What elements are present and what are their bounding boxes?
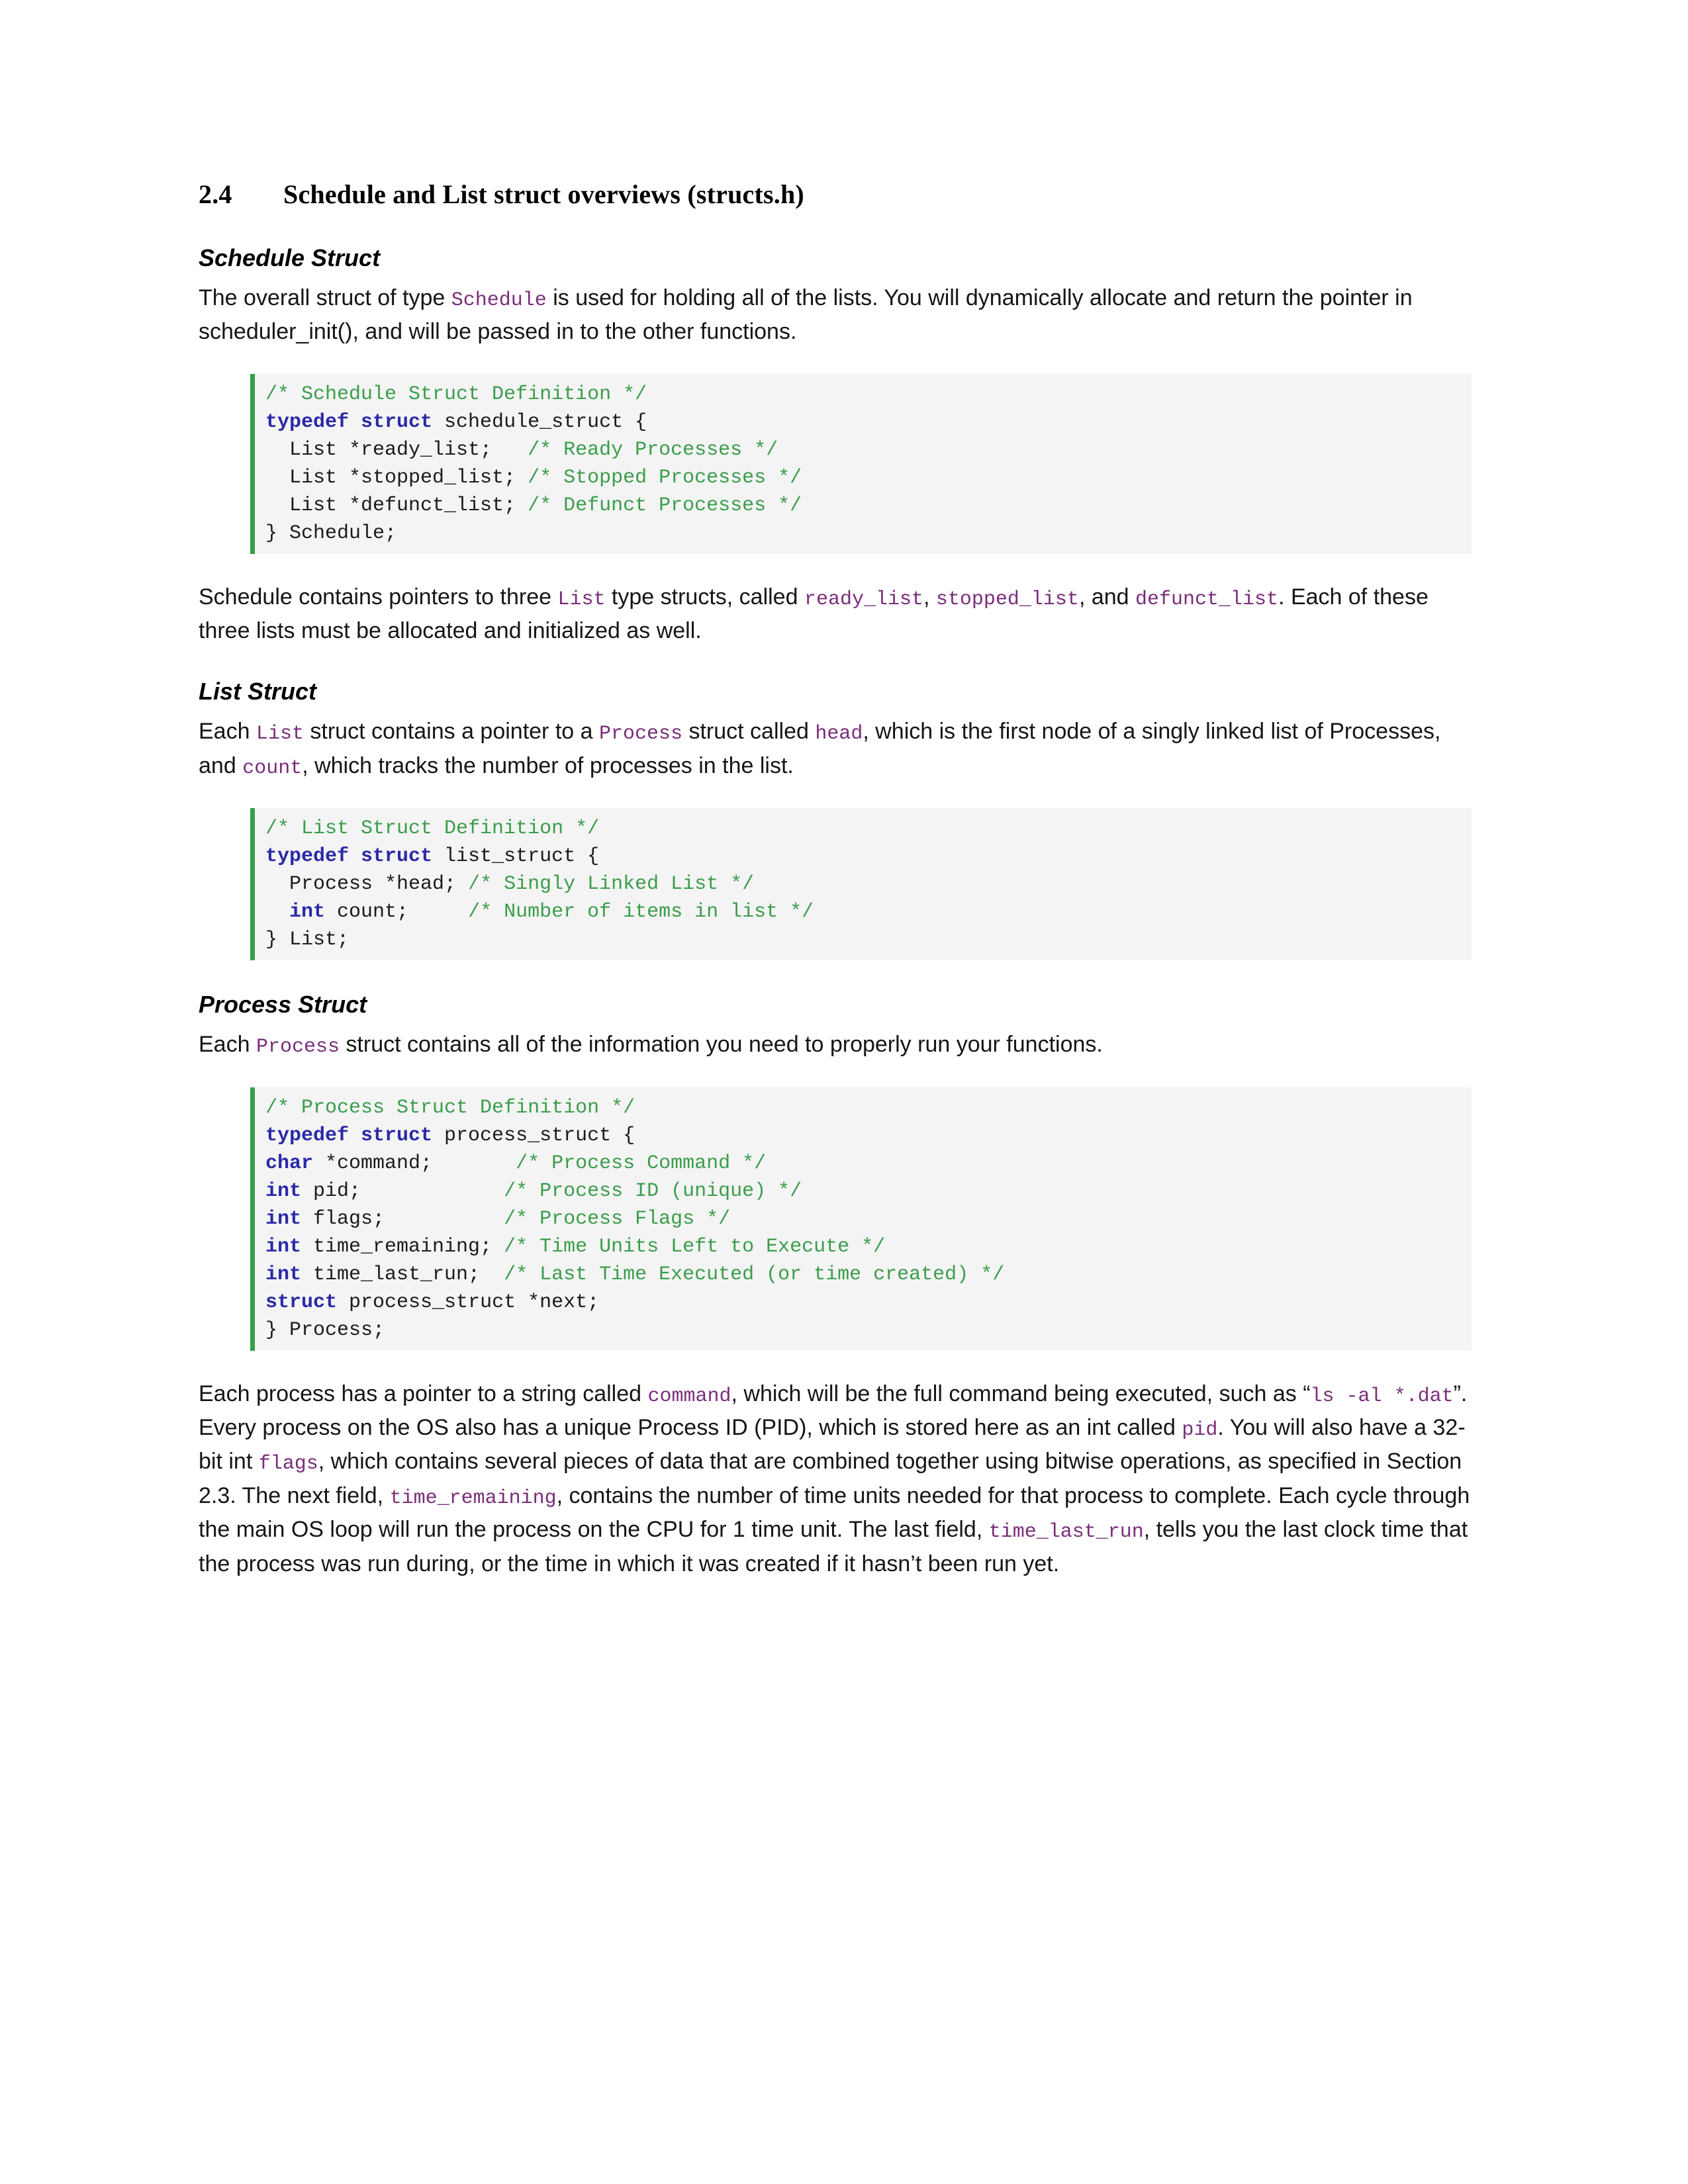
code-line: } List; <box>265 929 350 952</box>
text-fragment: Schedule contains pointers to three <box>199 584 558 610</box>
schedule-intro-text-b: is used for holding all of the lists. You will dynamically allocate and return the pointer in scheduler_init(), and will be passed in to the other functions. <box>199 285 1413 345</box>
text-fragment: Each <box>199 1032 256 1058</box>
list-struct-heading: List Struct <box>199 678 317 705</box>
schedule-intro-paragraph <box>199 281 1476 349</box>
code-line: /* Schedule Struct Definition */ <box>265 383 647 406</box>
text-fragment: . You will also have a 32-bit int <box>199 1414 1466 1475</box>
schedule-description-paragraph <box>199 580 1476 648</box>
inline-code-process: Process <box>599 723 683 746</box>
inline-code-command: command <box>647 1385 731 1408</box>
text-fragment: struct contains a pointer to a <box>303 719 599 745</box>
schedule-struct-heading: Schedule Struct <box>199 244 381 271</box>
section-number: 2.4 <box>199 179 232 209</box>
page-content <box>199 179 1476 1580</box>
text-fragment: , contains the number of time units needed for that process to complete. Each cycle through the main OS loop will run the process on the CPU for 1 time unit. The last field, <box>199 1482 1470 1543</box>
inline-code-list: List <box>557 588 606 611</box>
text-fragment: , which tracks the number of processes in the list. <box>302 752 794 778</box>
process-struct-code-block <box>250 1087 1472 1351</box>
code-line: List *stopped_list; /* Stopped Processes */ <box>265 466 802 489</box>
text-fragment: , which will be the full command being executed, such as “ <box>731 1381 1311 1406</box>
inline-code-ls-command: ls -al *.dat <box>1310 1385 1454 1408</box>
text-fragment: , which contains several pieces of data that are combined together using bitwise operations, as specified in Section 2.3. The next field, <box>199 1449 1462 1508</box>
inline-code-stopped-list: stopped_list <box>935 588 1079 611</box>
text-fragment: Each process has a pointer to a string called <box>199 1381 648 1406</box>
inline-code-count: count <box>242 756 303 780</box>
section-title: Schedule and List struct overviews (structs.h) <box>283 179 804 209</box>
list-description-paragraph <box>199 715 1476 783</box>
code-line: typedef struct schedule_struct { <box>265 410 647 433</box>
inline-code-ready-list: ready_list <box>804 588 923 611</box>
text-fragment: , tells you the last clock time that the process was run during, or the time in which it was created if it hasn’t been run yet. <box>199 1517 1468 1576</box>
code-line: typedef struct process_struct { <box>265 1124 635 1147</box>
code-line: Process *head; /* Singly Linked List */ <box>265 873 755 896</box>
inline-code-schedule: Schedule <box>451 289 547 312</box>
code-line: int time_remaining; /* Time Units Left to Execute */ <box>265 1235 886 1258</box>
inline-code-list: List <box>256 723 304 746</box>
code-line: List *defunct_list; /* Defunct Processes */ <box>265 494 802 517</box>
section-heading <box>199 179 1476 210</box>
text-fragment: struct contains all of the information you need to properly run your functions. <box>339 1032 1103 1058</box>
inline-code-flags: flags <box>258 1453 318 1476</box>
text-fragment: . Each of these three lists must be allocated and initialized as well. <box>199 584 1429 644</box>
code-line: /* Process Struct Definition */ <box>265 1096 635 1119</box>
schedule-struct-code-block <box>250 374 1472 554</box>
inline-code-time-remaining: time_remaining <box>389 1486 557 1510</box>
text-fragment: struct called <box>682 719 816 745</box>
code-line: } Process; <box>265 1318 385 1342</box>
inline-code-defunct-list: defunct_list <box>1135 588 1279 611</box>
inline-code-pid: pid <box>1182 1418 1218 1441</box>
text-fragment: type structs, called <box>605 584 804 610</box>
inline-code-time-last-run: time_last_run <box>988 1521 1144 1544</box>
process-intro-paragraph <box>199 1028 1476 1062</box>
code-line: } Schedule; <box>265 522 397 545</box>
text-fragment: , <box>923 584 936 610</box>
process-description-paragraph <box>199 1377 1476 1580</box>
inline-code-process: Process <box>256 1036 340 1059</box>
code-line: List *ready_list; /* Ready Processes */ <box>265 438 778 461</box>
inline-code-head: head <box>815 723 863 746</box>
process-struct-heading: Process Struct <box>199 991 367 1019</box>
code-line: /* List Struct Definition */ <box>265 817 600 841</box>
code-line: int time_last_run; /* Last Time Executed (or time created) */ <box>265 1263 1005 1286</box>
schedule-intro-text-a: The overall struct of type <box>199 285 451 310</box>
text-fragment: , and <box>1078 584 1136 610</box>
code-line: char *command; /* Process Command */ <box>265 1152 767 1175</box>
code-line: int flags; /* Process Flags */ <box>265 1207 731 1230</box>
code-line: struct process_struct *next; <box>265 1291 600 1314</box>
list-struct-code-block <box>250 808 1472 960</box>
code-line: int pid; /* Process ID (unique) */ <box>265 1179 802 1203</box>
text-fragment: Each <box>199 719 256 745</box>
code-line: int count; /* Number of items in list */ <box>289 901 814 924</box>
text-fragment: ”. Every process on the OS also has a unique Process ID (PID), which is stored here as an int called <box>199 1381 1468 1440</box>
code-line: typedef struct list_struct { <box>265 845 600 868</box>
text-fragment: , which is the first node of a singly linked list of Processes, and <box>199 719 1441 778</box>
